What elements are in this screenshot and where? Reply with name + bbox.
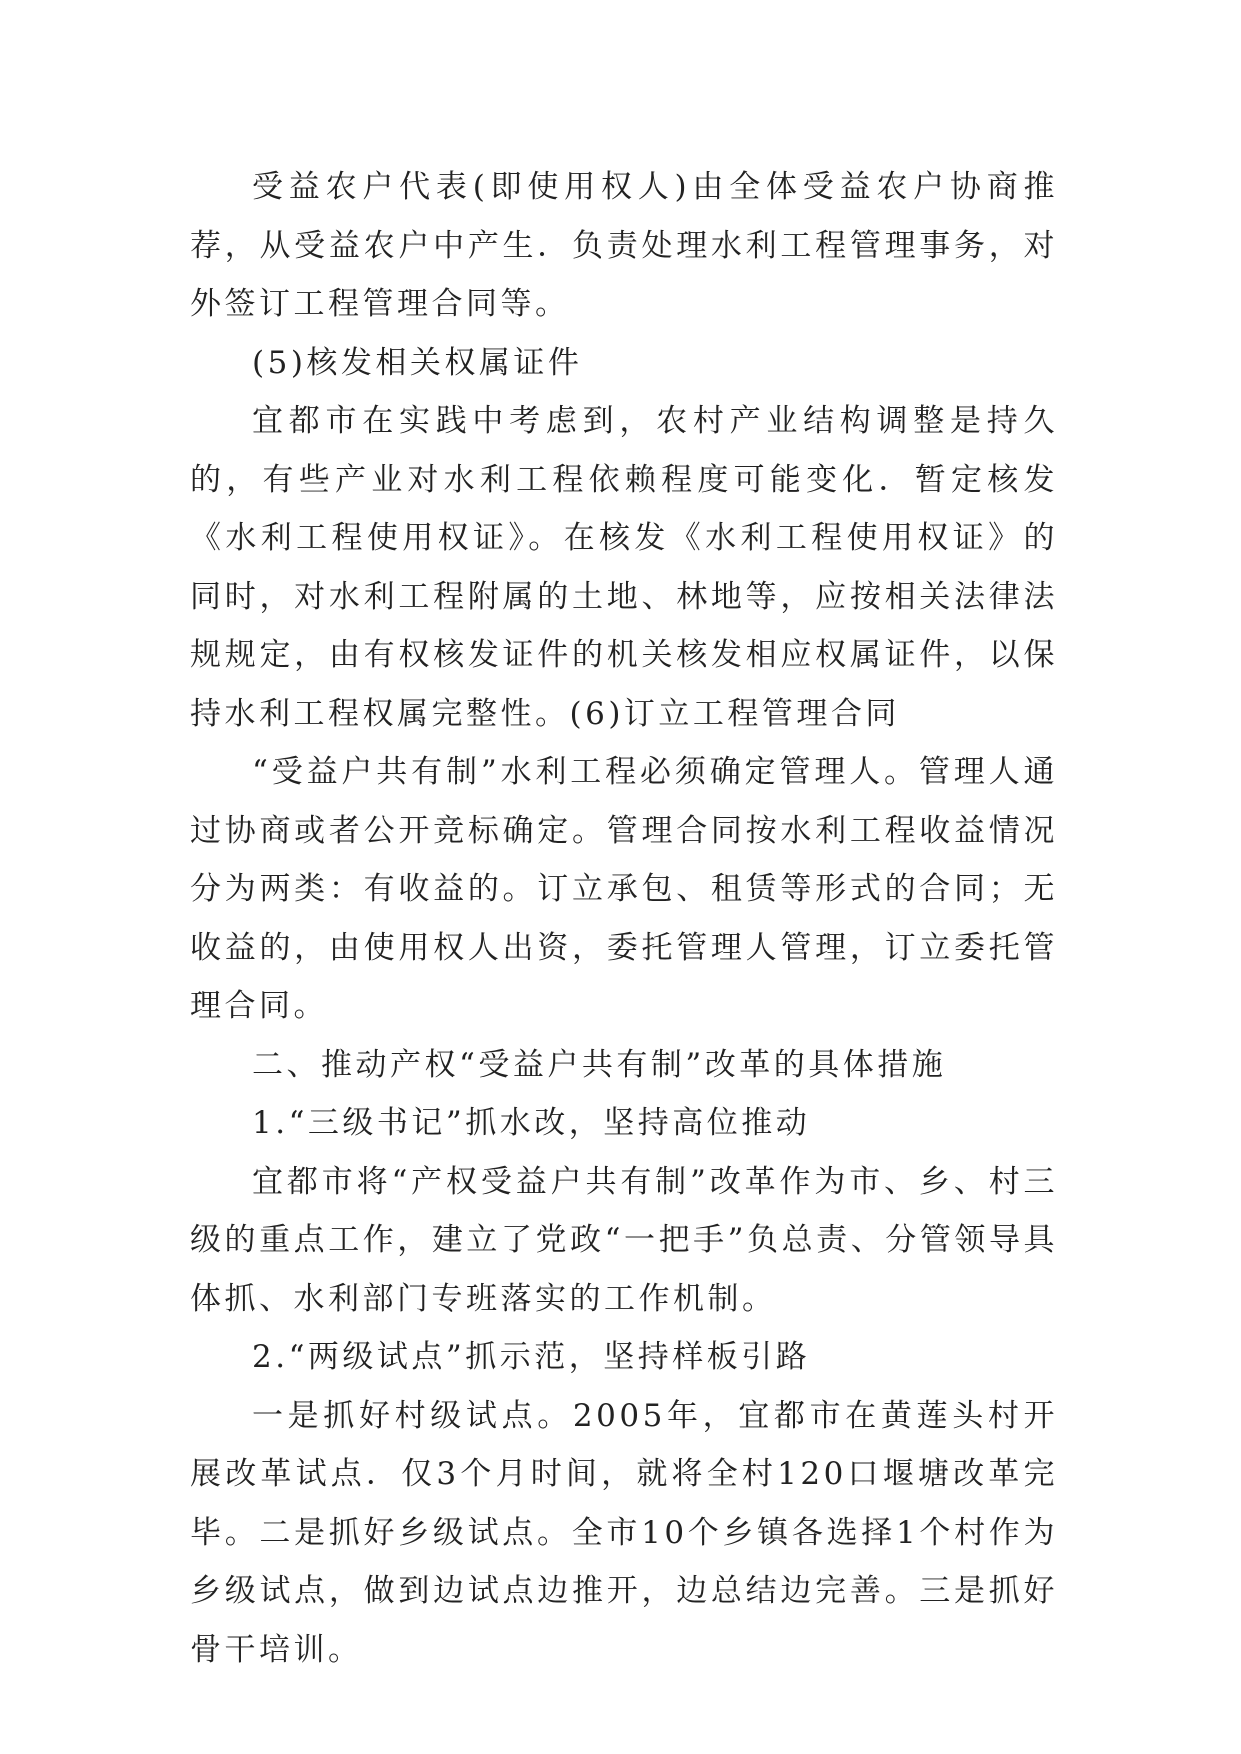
paragraph-beneficiary-representative: 受益农户代表(即使用权人)由全体受益农户协商推荐，从受益农户中产生．负责处理水利工程管理事务，对外签订工程管理合同等。: [190, 169, 1058, 322]
paragraph-certificates: 宜都市在实践中考虑到，农村产业结构调整是持久的，有些产业对水利工程依赖程度可能变化．暂定核发《水利工程使用权证》。在核发《水利工程使用权证》的同时，对水利工程附属的土地、林地等，应按相关法律法规规定，由有权核发证件的机关核发相应权属证件，以保持水利工程权属完整性。(6)订立工程管理合同: [190, 403, 1058, 732]
subheading-three-level-secretaries: 1.“三级书记”抓水改，坚持高位推动: [252, 1105, 811, 1141]
paragraph-pilots: 一是抓好村级试点。2005年，宜都市在黄莲头村开展改革试点．仅3个月时间，就将全村120口堰塘改革完毕。二是抓好乡级试点。全市10个乡镇各选择1个村作为乡级试点，做到边试点边推开，边总结边完善。三是抓好骨干培训。: [190, 1397, 1058, 1668]
subheading-two-level-pilots: 2.“两级试点”抓示范，坚持样板引路: [252, 1339, 811, 1375]
document-body: [190, 158, 1058, 1679]
paragraph-three-level-work: 宜都市将“产权受益户共有制”改革作为市、乡、村三级的重点工作，建立了党政“一把手”负总责、分管领导具体抓、水利部门专班落实的工作机制。: [190, 1163, 1058, 1317]
paragraph-management-contract: “受益户共有制”水利工程必须确定管理人。管理人通过协商或者公开竞标确定。管理合同按水利工程收益情况分为两类：有收益的。订立承包、租赁等形式的合同；无收益的，由使用权人出资，委托管理人管理，订立委托管理合同。: [190, 754, 1058, 1024]
section-heading-measures: 二、推动产权“受益户共有制”改革的具体措施: [252, 1046, 947, 1083]
heading-issue-certificates: (5)核发相关权属证件: [252, 344, 583, 381]
